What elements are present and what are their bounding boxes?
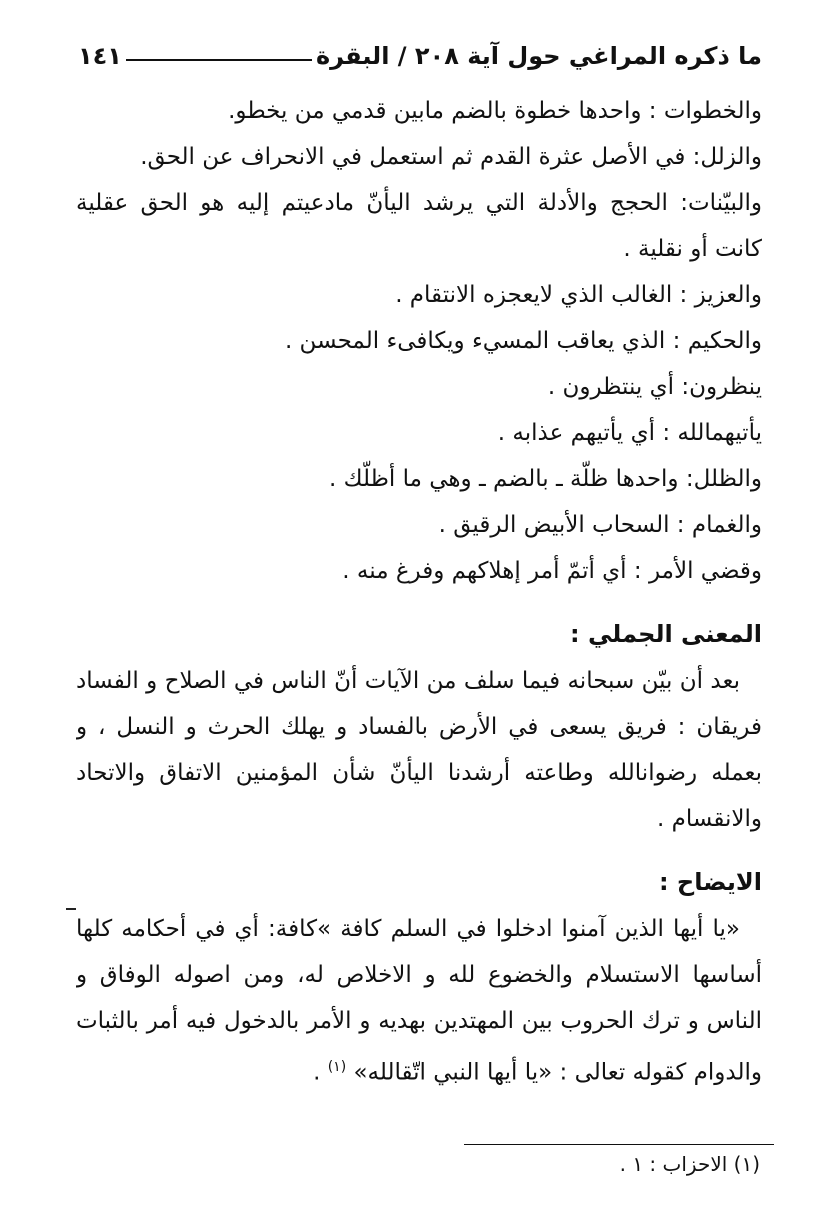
footnote-text: (١) الاحزاب : ١ . <box>619 1152 760 1176</box>
paragraph-line: أساسها الاستسلام والخضوع لله و الاخلاص له، ومن اصوله الوفاق و <box>76 962 762 988</box>
header-title: ما ذكره المراغي حول آية ٢٠٨ / البقرة <box>316 42 762 70</box>
glossary-line: يأتيهمالله : أي يأتيهم عذابه . <box>497 420 762 446</box>
paragraph-line: بعمله رضوانالله وطاعته أرشدنا اليأنّ شأن المؤمنين الاتفاق والاتحاد <box>76 760 762 786</box>
glossary-line: ينظرون: أي ينتظرون . <box>547 374 762 400</box>
sentence-end: . <box>313 1059 321 1086</box>
paragraph-line: «يا أيها الذين آمنوا ادخلوا في السلم كافة »كافة: أي في أحكامه كلها <box>76 916 740 942</box>
header-rule <box>126 59 312 61</box>
glossary-line: والزلل: في الأصل عثرة القدم ثم استعمل في الانحراف عن الحق. <box>140 144 762 170</box>
paragraph-last-text: والدوام كقوله تعالى : «يا أيها النبي اتّقالله» <box>353 1059 762 1086</box>
paragraph-line: الناس و ترك الحروب بين المهتدين بهديه و الأمر بالدخول فيه أمر بالثبات <box>76 1008 762 1034</box>
running-header <box>78 38 762 74</box>
section-heading-explanation: الايضاح : <box>658 868 762 896</box>
glossary-line: والحكيم : الذي يعاقب المسيء ويكافىء المحسن . <box>284 328 762 354</box>
glossary-line: والخطوات : واحدها خطوة بالضم مابين قدمي من يخطو. <box>228 98 762 124</box>
paragraph-line: بعد أن بيّن سبحانه فيما سلف من الآيات أنّ الناس في الصلاح و الفساد <box>76 668 740 694</box>
glossary-line: والغمام : السحاب الأبيض الرقيق . <box>438 512 762 538</box>
paragraph-line <box>76 1044 762 1090</box>
page-body <box>76 88 762 1090</box>
footnote-reference[interactable]: (١) <box>327 1059 347 1075</box>
glossary-line: كانت أو نقلية . <box>623 236 762 262</box>
glossary-line: وقضي الأمر : أي أتمّ أمر إهلاكهم وفرغ منه . <box>342 558 762 584</box>
page-number: ١٤١ <box>78 42 122 70</box>
glossary-line: والعزيز : الغالب الذي لايعجزه الانتقام . <box>395 282 762 308</box>
glossary-line: والظلل: واحدها ظلّة ـ بالضم ـ وهي ما أظلّك . <box>328 466 762 492</box>
paragraph-line: فريقان : فريق يسعى في الأرض بالفساد و يهلك الحرث و النسل ، و <box>76 714 762 740</box>
paragraph-line: والانقسام . <box>656 806 762 832</box>
section-heading-summary: المعنى الجملي : <box>570 620 762 648</box>
glossary-line: والبيّنات: الحجج والأدلة التي يرشد اليأنّ مادعيتم إليه هو الحق عقلية <box>76 190 762 216</box>
footnote-rule <box>464 1144 774 1145</box>
margin-mark <box>66 908 76 910</box>
